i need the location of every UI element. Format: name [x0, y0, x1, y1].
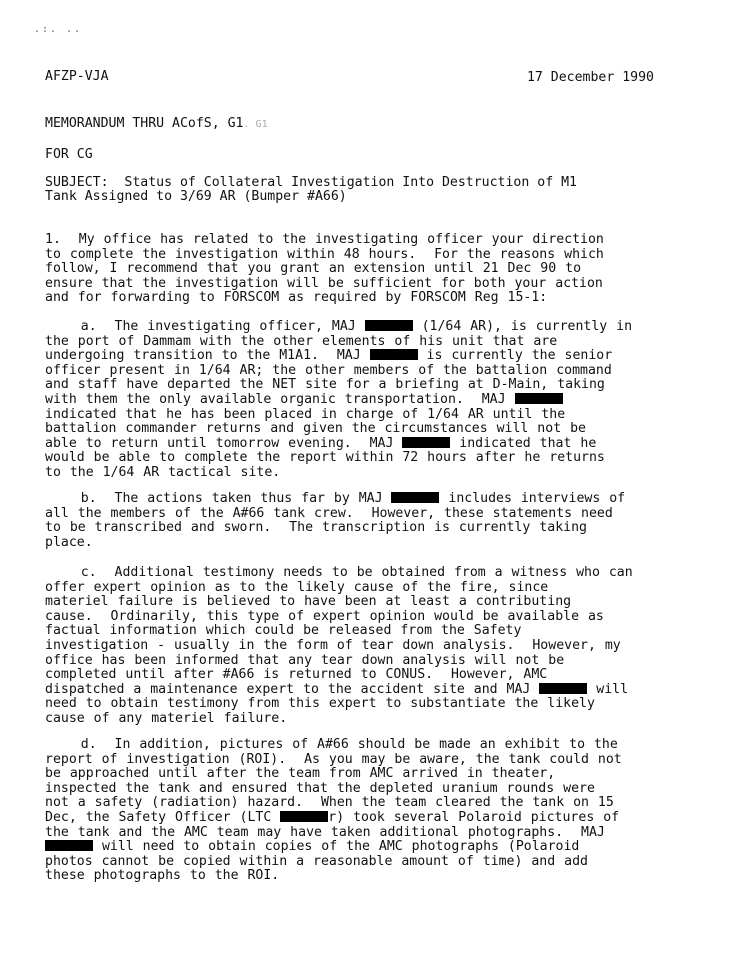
subject-line-2: Tank Assigned to 3/69 AR (Bumper #A66) [45, 189, 347, 204]
text-line: to the 1/64 AR tactical site. [45, 464, 281, 480]
text-line: cause. Ordinarily, this type of expert opinion would be available as [45, 608, 604, 624]
text-line: b. The actions taken thus far by MAJ includes interviews of [45, 491, 626, 506]
paragraph-c [45, 566, 675, 727]
text-line: and staff have departed the NET site for a briefing at D-Main, taking [45, 377, 605, 393]
text-line: investigation - usually in the form of tear down analysis. However, my [45, 637, 621, 653]
handwritten-annotation-text: G1 [255, 119, 268, 130]
text-line: to be transcribed and sworn. The transcription is currently taking [45, 520, 587, 536]
text-line: Dec, the Safety Officer (LTC r) took several Polaroid pictures of [45, 809, 620, 825]
text-line: undergoing transition to the M1A1. MAJ is currently the senior [45, 348, 613, 364]
redaction-bar [370, 349, 418, 360]
text-line: officer present in 1/64 AR; the other members of the battalion command [45, 362, 612, 378]
memo-thru [45, 117, 268, 133]
handwritten-annotation: . G1 [243, 119, 268, 130]
paragraph-a [45, 320, 675, 481]
text-line: report of investigation (ROI). As you may be aware, the tank could not [45, 751, 622, 767]
office-symbol: AFZP-VJA [45, 69, 109, 84]
text-line: a. The investigating officer, MAJ (1/64 AR), is currently in [45, 319, 633, 334]
redaction-bar [280, 811, 328, 822]
paragraph-d [45, 738, 675, 884]
text-line: all the members of the A#66 tank crew. However, these statements need [45, 505, 613, 521]
text-line: cause of any materiel failure. [45, 710, 288, 726]
text-line: c. Additional testimony needs to be obtained from a witness who can [45, 565, 633, 580]
text-line: completed until after #A66 is returned to CONUS. However, AMC [45, 667, 548, 683]
text-line: office has been informed that any tear down analysis will not be [45, 652, 565, 668]
text-line: and for forwarding to FORSCOM as required by FORSCOM Reg 15-1: [45, 290, 548, 306]
text-line: the tank and the AMC team may have taken additional photographs. MAJ [45, 824, 605, 840]
text-line: able to return until tomorrow evening. MAJ indicated that he [45, 435, 597, 451]
text-line: follow, I recommend that you grant an extension until 21 Dec 90 to [45, 261, 582, 277]
text-line: not a safety (radiation) hazard. When the team cleared the tank on 15 [45, 795, 614, 811]
text-line: d. In addition, pictures of A#66 should be made an exhibit to the [45, 737, 618, 752]
text-line: factual information which could be released from the Safety [45, 623, 522, 639]
text-line: materiel failure is believed to have been at least a contributing [45, 594, 572, 610]
text-line: the port of Dammam with the other elements of his unit that are [45, 333, 558, 349]
text-line: ensure that the investigation will be sufficient for both your action [45, 275, 603, 291]
subject-line-1: SUBJECT: Status of Collateral Investigation Into Destruction of M1 [45, 175, 577, 190]
redaction-bar [515, 393, 563, 404]
text-line: place. [45, 534, 93, 550]
text-line: indicated that he has been placed in charge of 1/64 AR until the [45, 406, 566, 422]
text-line: offer expert opinion as to the likely cause of the fire, since [45, 579, 549, 595]
redaction-bar [45, 840, 93, 851]
text-line: be approached until after the team from AMC arrived in theater, [45, 766, 556, 782]
text-line: battalion commander returns and given the circumstances will not be [45, 421, 586, 437]
text-line: with them the only available organic transportation. MAJ [45, 393, 675, 408]
text-line: need to obtain testimony from this expert to substantiate the likely [45, 696, 595, 712]
redaction-bar [402, 437, 450, 448]
text-line: these photographs to the ROI. [45, 868, 280, 884]
memo-thru-text: MEMORANDUM THRU ACofS, G1 [45, 116, 244, 131]
memo-date: 17 December 1990 [526, 70, 654, 85]
paragraph-1 [45, 233, 675, 306]
corner-mark: .:. .. [34, 24, 83, 35]
text-line: photos cannot be copied within a reasonable amount of time) and add [45, 853, 588, 869]
text-line: dispatched a maintenance expert to the accident site and MAJ will [45, 681, 629, 697]
memo-for: FOR CG [45, 147, 93, 162]
text-line: 1. My office has related to the investigating officer your direction [45, 232, 604, 247]
text-line: inspected the tank and ensured that the depleted uranium rounds were [45, 780, 595, 796]
text-line: to complete the investigation within 48 hours. For the reasons which [45, 246, 604, 262]
redaction-bar [539, 683, 587, 694]
text-line: would be able to complete the report within 72 hours after he returns [45, 450, 605, 466]
redaction-bar [365, 320, 413, 331]
paragraph-b [45, 492, 675, 550]
redaction-bar [391, 492, 439, 503]
text-line: will need to obtain copies of the AMC photographs (Polaroid [45, 840, 675, 855]
